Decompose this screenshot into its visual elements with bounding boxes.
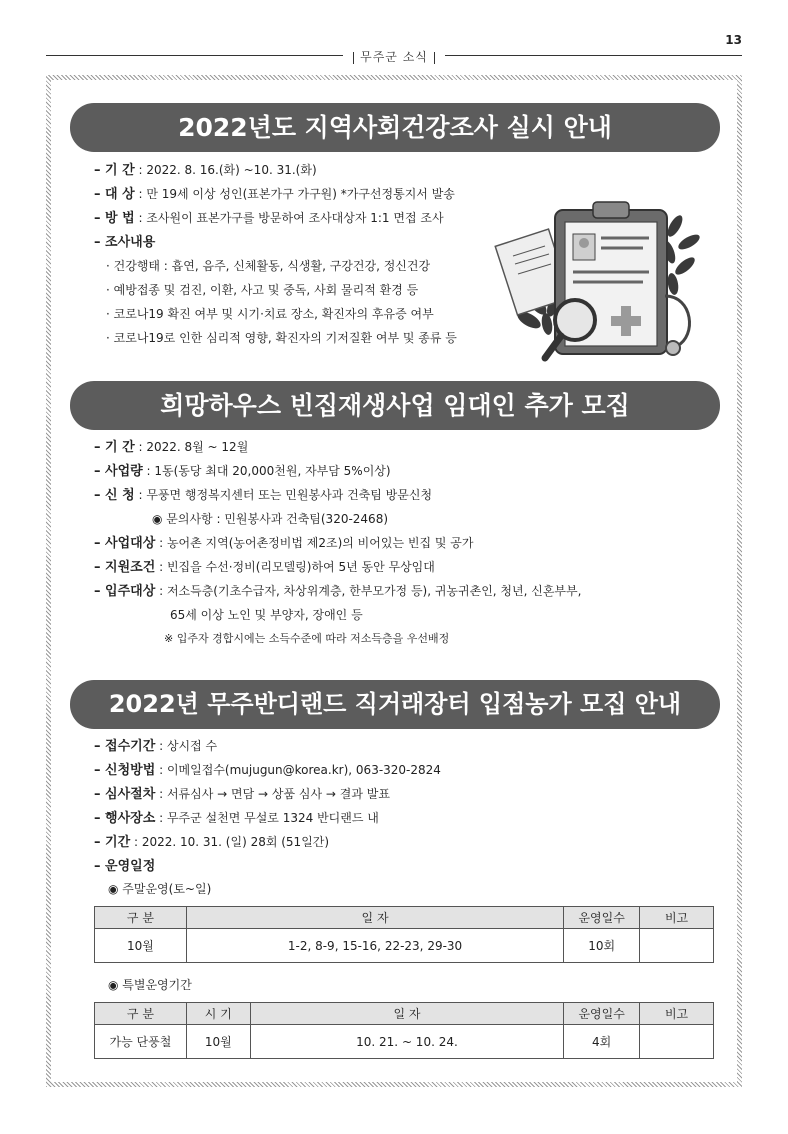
section3-item: – 행사장소 : 무주군 설천면 무설로 1324 반디랜드 내	[94, 811, 379, 826]
section1-body	[94, 158, 457, 350]
section1-title: 2022년도 지역사회건강조사 실시 안내	[70, 103, 720, 152]
table-cell: 10월	[186, 1025, 250, 1059]
table-cell: 10월	[95, 929, 187, 963]
section3-item: – 심사절차 : 서류심사 → 면담 → 상품 심사 → 결과 발표	[94, 787, 390, 802]
section2-amount: – 사업량 : 1동(동당 최대 20,000천원, 자부담 5%이상)	[94, 464, 391, 479]
table-cell: 1-2, 8-9, 15-16, 22-23, 29-30	[186, 929, 563, 963]
medical-checkup-illustration	[493, 196, 713, 366]
section2-note: ※ 입주자 경합시에는 소득수준에 따라 저소득층을 우선배정	[164, 632, 450, 645]
table-cell: 10회	[564, 929, 640, 963]
table-cell: 10. 21. ~ 10. 24.	[250, 1025, 563, 1059]
table-cell: 가능 단풍철	[95, 1025, 187, 1059]
section2-condition: – 지원조건 : 빈집을 수선·정비(리모델링)하여 5년 동안 무상임대	[94, 560, 435, 575]
section1-subitem: · 코로나19 확진 여부 및 시기·치료 장소, 확진자의 후유증 여부	[106, 307, 434, 321]
table-row	[95, 1025, 714, 1059]
section1-item: – 조사내용	[94, 235, 156, 250]
section3-item: – 기간 : 2022. 10. 31. (일) 28회 (51일간)	[94, 835, 330, 850]
section2-contact: ◉ 문의사항 : 민원봉사과 건축팀(320-2468)	[152, 512, 389, 526]
header-section-label: 무주군 소식	[343, 48, 445, 65]
weekend-caption: ◉ 주말운영(토~일)	[108, 882, 212, 896]
section2-title: 희망하우스 빈집재생사업 임대인 추가 모집	[70, 381, 720, 430]
table-header-cell: 일 자	[186, 907, 563, 929]
section2-target: – 사업대상 : 농어촌 지역(농어촌정비법 제2조)의 비어있는 빈집 및 공가	[94, 536, 474, 551]
section3-item: – 신청방법 : 이메일접수(mujugun@korea.kr), 063-320-2824	[94, 763, 441, 778]
table-header-row	[95, 1003, 714, 1025]
section1-item: – 기 간 : 2022. 8. 16.(화) ~10. 31.(화)	[94, 163, 317, 178]
table-header-cell: 구 분	[95, 907, 187, 929]
weekend-schedule-table	[94, 906, 714, 963]
table-header-cell: 시 기	[186, 1003, 250, 1025]
section3-title: 2022년 무주반디랜드 직거래장터 입점농가 모집 안내	[70, 680, 720, 729]
table-row	[95, 929, 714, 963]
table-cell	[640, 929, 714, 963]
table-cell: 4회	[564, 1025, 640, 1059]
table-header-cell: 비고	[640, 1003, 714, 1025]
table-header-cell: 일 자	[250, 1003, 563, 1025]
section2-body	[94, 435, 581, 651]
section2-tenant: – 입주대상 : 저소득층(기초수급자, 차상위계층, 한부모가정 등), 귀농귀촌인, 청년, 신혼부부,	[94, 584, 582, 599]
section1-item: – 방 법 : 조사원이 표본가구를 방문하여 조사대상자 1:1 면접 조사	[94, 211, 444, 226]
section3-item: – 운영일정	[94, 859, 156, 874]
section1-subitem: · 코로나19로 인한 심리적 영향, 확진자의 기저질환 여부 및 종류 등	[106, 331, 457, 345]
table-header-cell: 운영일수	[564, 1003, 640, 1025]
table-header-cell: 비고	[640, 907, 714, 929]
section2-tenant-cont: 65세 이상 노인 및 부양자, 장애인 등	[170, 608, 363, 622]
section1-subitem: · 예방접종 및 검진, 이환, 사고 및 중독, 사회 물리적 환경 등	[106, 283, 419, 297]
section2-period: – 기 간 : 2022. 8월 ~ 12월	[94, 440, 249, 455]
section1-subitem: · 건강행태 : 흡연, 음주, 신체활동, 식생활, 구강건강, 정신건강	[106, 259, 431, 273]
section2-apply: – 신 청 : 무풍면 행정복지센터 또는 민원봉사과 건축팀 방문신청	[94, 488, 433, 503]
table-cell	[640, 1025, 714, 1059]
special-schedule-table	[94, 1002, 714, 1059]
section3-body	[94, 734, 441, 878]
page-number: 13	[725, 33, 742, 47]
table-header-row	[95, 907, 714, 929]
table-header-cell: 구 분	[95, 1003, 187, 1025]
table-header-cell: 운영일수	[564, 907, 640, 929]
section1-item: – 대 상 : 만 19세 이상 성인(표본가구 가구원) *가구선정통지서 발송	[94, 187, 455, 202]
section3-item: – 접수기간 : 상시접 수	[94, 739, 218, 754]
special-caption: ◉ 특별운영기간	[108, 978, 192, 992]
